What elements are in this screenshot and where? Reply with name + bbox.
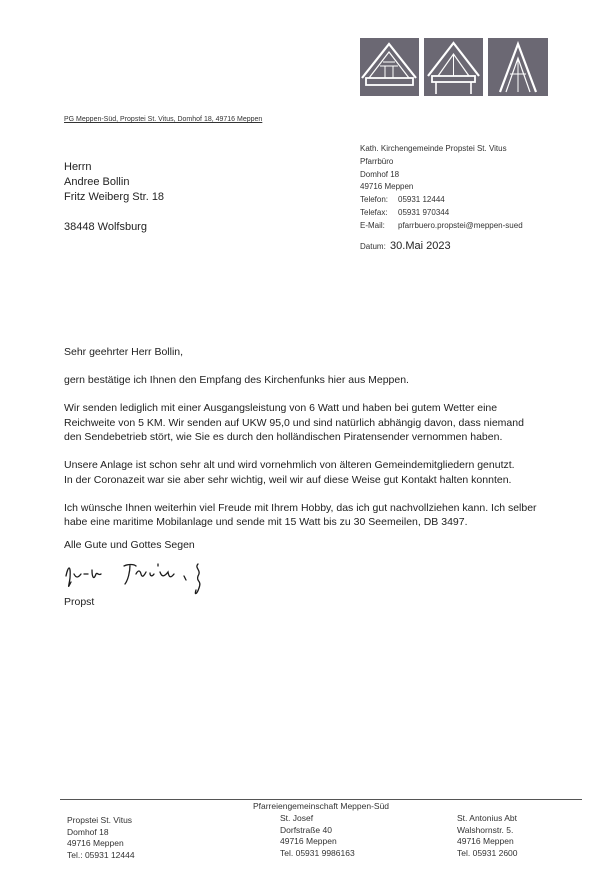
footer-street: Domhof 18 [67,826,109,837]
letter-date [360,240,451,252]
paragraph-1: gern bestätige ich Ihnen den Empfang des Kirchenfunks hier aus Meppen. [64,374,409,386]
footer-phone: Tel. 05931 9986163 [280,847,355,858]
logo-tile-right [488,38,548,96]
office-email-row [360,220,523,233]
letter-closing: Alle Gute und Gottes Segen [64,538,195,551]
office-fax-row [360,207,523,220]
footer-city: 49716 Meppen [457,836,514,846]
paragraph-3 [64,458,554,487]
footer-title: Pfarreiengemeinschaft Meppen-Süd [252,801,390,811]
paragraph-line: Unsere Anlage ist schon sehr alt und wird vornehmlich von älteren Gemeindemitgliedern genutzt. [64,459,515,471]
church-logo [360,38,548,96]
phone-label: Telefon: [360,195,389,205]
paragraph-line: den Sendebetrieb stört, wie Sie es durch den holländischen Piratensender vernommen haben. [64,431,503,443]
recipient-salutation: Herrn [64,161,92,173]
fax-label: Telefax: [360,207,388,217]
office-city: 49716 Meppen [360,182,414,192]
logo-tile-middle [424,38,483,96]
paragraph-line: Reichweite von 5 KM. Wir senden auf UKW 95,0 und sind natürlich abhängig davon, dass niemand [64,416,524,429]
footer-city: 49716 Meppen [280,836,337,846]
recipient-address [64,160,164,235]
paragraph-line: Wir senden lediglich mit einer Ausgangsleistung von 6 Watt und haben bei gutem Wetter eine [64,402,498,414]
recipient-name: Andree Bollin [64,176,130,188]
recipient-city: 38448 Wolfsburg [64,221,147,233]
paragraph-line: habe eine maritime Mobilanlage und sende mit 15 Watt bis zu 30 Seemeilen, DB 3497. [64,516,468,528]
paragraph-line: Ich wünsche Ihnen weiterhin viel Freude mit Ihrem Hobby, das ich gut nachvollziehen kann. Ich selber [64,501,537,514]
sender-address-line: PG Meppen-Süd, Propstei St. Vitus, Domhof 18, 49716 Meppen [64,116,263,123]
recipient-street: Fritz Weiberg Str. 18 [64,191,165,203]
footer-street: Walshornstr. 5. [457,824,514,835]
email-label: E-Mail: [360,220,385,230]
footer-phone: Tel. 05931 2600 [457,847,518,858]
phone-value: 05931 12444 [398,195,445,205]
logo-tile-left [360,38,419,96]
office-address [360,143,523,233]
fax-value: 05931 970344 [398,207,450,217]
date-label: Datum: [360,242,386,251]
paragraph-line: In der Coronazeit war sie aber sehr wichtig, weil wir auf diese Weise gut Kontakt halten konnten. [64,473,512,486]
letter-greeting: Sehr geehrter Herr Bollin, [64,346,184,358]
office-dept: Pfarrbüro [360,156,394,166]
footer-city: 49716 Meppen [67,838,124,848]
paragraph-2 [64,401,554,445]
footer-phone: Tel.: 05931 12444 [67,849,135,860]
signer-title: Propst [64,596,95,608]
footer-name: Propstei St. Vitus [67,815,133,825]
handwritten-signature [62,552,222,598]
office-street: Domhof 18 [360,169,400,179]
footer-street: Dorfstraße 40 [280,824,332,835]
footer-name: St. Antonius Abt [457,813,518,823]
paragraph-4 [64,501,554,530]
footer-address-vitus [67,815,135,861]
date-value: 30.Mai 2023 [390,240,451,252]
email-value: pfarrbuero.propstei@meppen-sued [398,220,523,230]
footer-address-antonius [457,813,518,859]
footer-name: St. Josef [280,813,314,823]
office-phone-row [360,194,523,207]
footer-divider [60,799,582,800]
footer-address-josef [280,813,355,859]
office-org: Kath. Kirchengemeinde Propstei St. Vitus [360,144,507,153]
letter-body [64,345,554,566]
